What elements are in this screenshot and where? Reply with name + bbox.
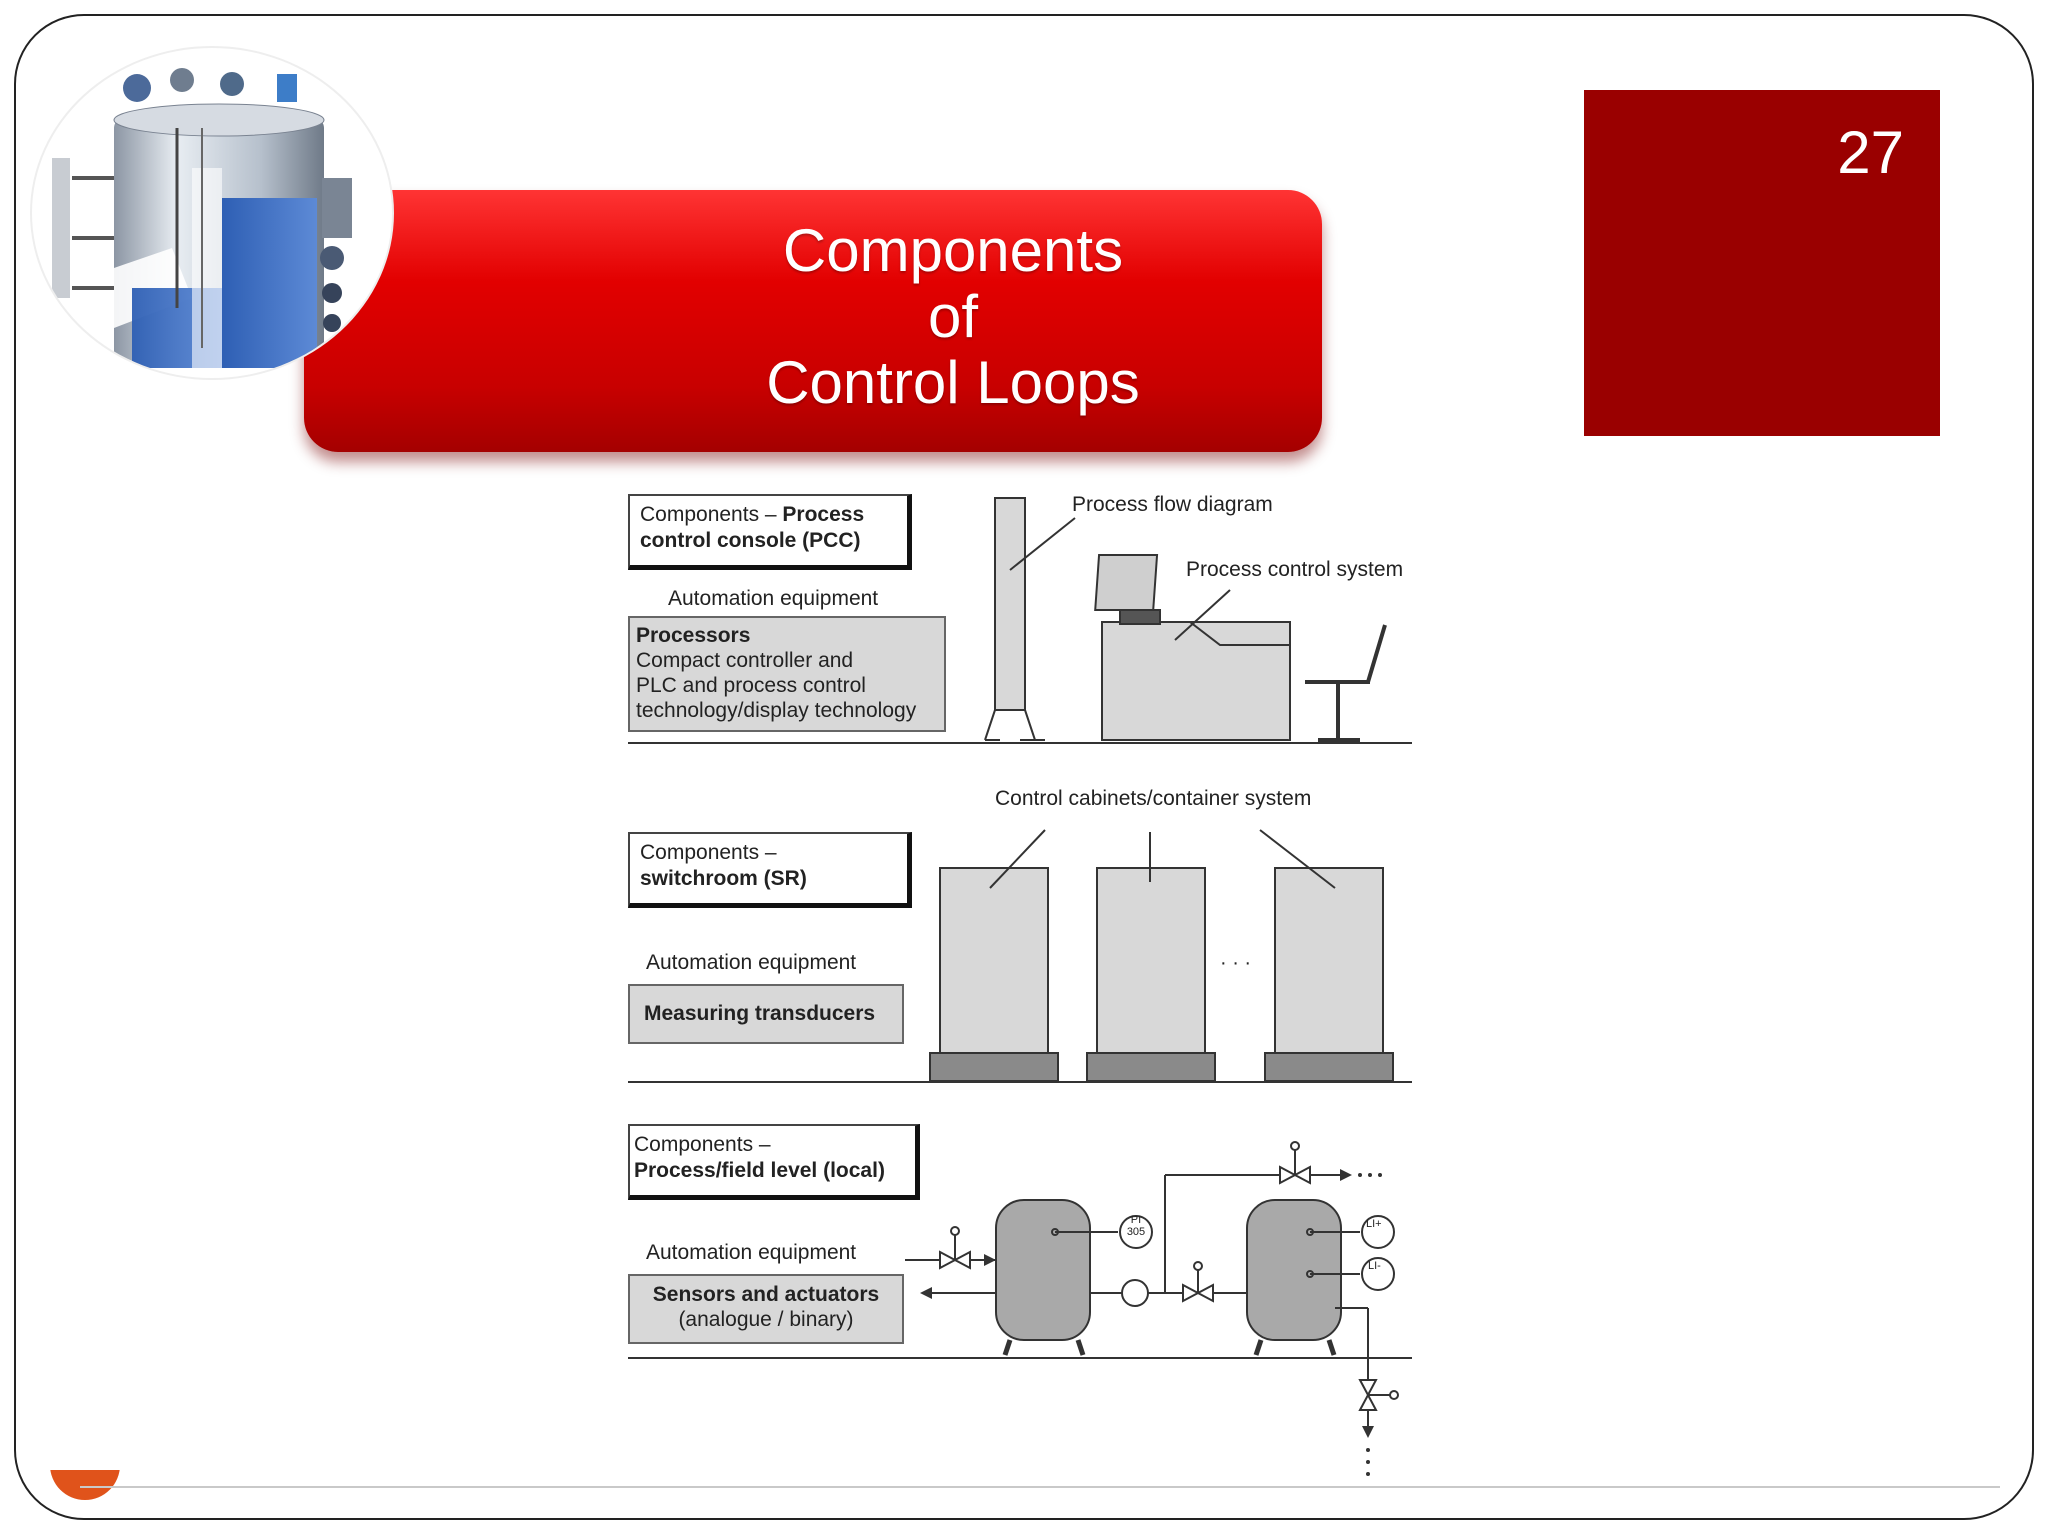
field-box-bold: Process/field level (local) [634,1159,885,1182]
pcc-box-bold-2: control console (PCC) [640,529,861,552]
sr-component-box [628,832,912,908]
control-loop-diagram [600,470,1440,1480]
pcc-equipment-line-3: technology/display technology [636,699,917,722]
control-cabinets-callout: Control cabinets/container system [995,787,1312,810]
pi-instrument-label [1126,1214,1146,1238]
field-component-box [628,1124,920,1200]
li-minus-instrument-label: LI- [1368,1260,1381,1272]
pcc-equipment-label: Automation equipment [668,587,879,610]
cabinet-ellipsis: · · · [1220,952,1252,974]
sr-equipment-box [628,984,904,1044]
bottom-divider [80,1486,2000,1488]
title-line-3: Control Loops [766,349,1140,416]
sr-equipment-label: Automation equipment [646,951,857,974]
slide-title [584,218,1322,416]
pi-number: 305 [1126,1226,1146,1238]
corner-accent [50,1470,120,1500]
title-banner [304,190,1322,452]
field-equipment-sub: (analogue / binary) [678,1308,854,1331]
title-line-2: of [927,283,979,350]
pcc-box-bold-1: Process [782,503,865,526]
pcc-equipment-line-1: Compact controller and [636,649,854,672]
sr-box-line1: Components – [640,841,777,864]
pcc-equipment-title: Processors [636,624,751,647]
process-flow-callout: Process flow diagram [1072,493,1273,516]
page-number-box [1584,90,1940,436]
sr-box-bold: switchroom (SR) [640,867,807,890]
pcc-component-box [628,494,912,570]
field-equipment-box [628,1274,904,1344]
tank-illustration [32,48,392,378]
sr-equipment-title: Measuring transducers [644,1002,876,1025]
page-number: 27 [1837,119,1904,186]
pi-tag: PI [1130,1214,1142,1226]
field-equipment-title: Sensors and actuators [652,1283,880,1306]
li-plus-instrument-label: LI+ [1366,1218,1382,1230]
field-box-line1: Components – [634,1133,771,1156]
pcc-box-prefix: Components – [640,503,783,526]
process-control-system-callout: Process control system [1186,558,1404,581]
title-line-1: Components [782,217,1124,284]
field-equipment-label: Automation equipment [646,1241,857,1264]
pcc-equipment-line-2: PLC and process control [636,674,866,697]
pcc-equipment-box [628,616,946,732]
